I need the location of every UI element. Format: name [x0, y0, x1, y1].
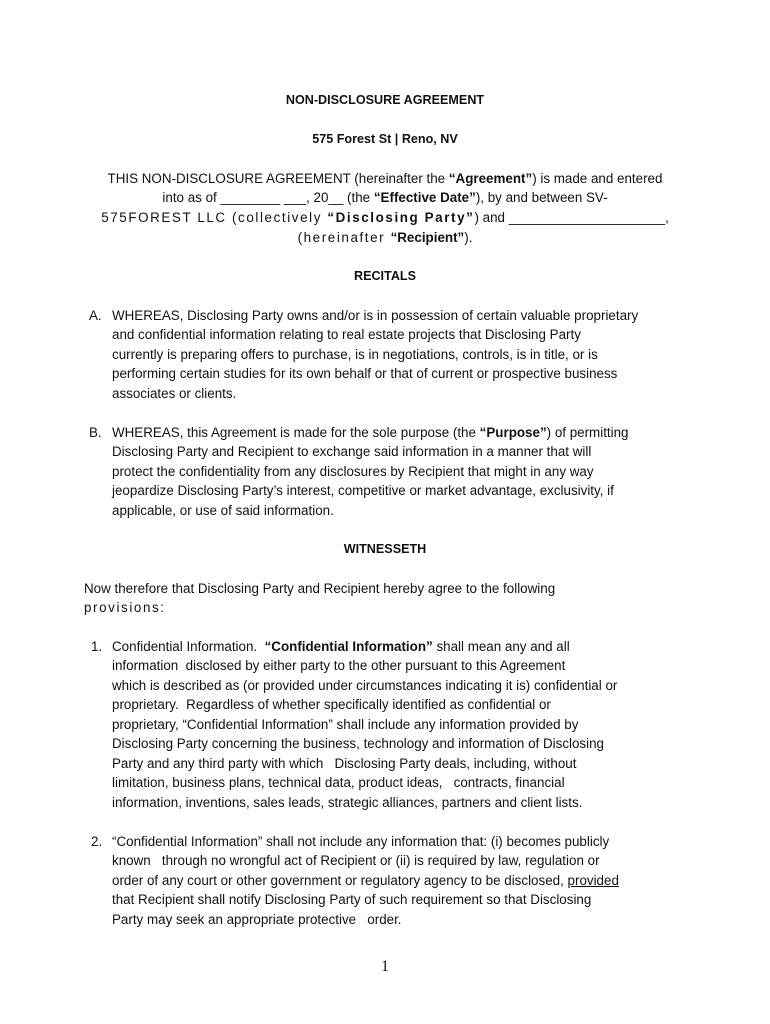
item-2-line: order of any court or other government or regulatory agency to be disclosed, provided [112, 873, 619, 888]
now-therefore-line-1: Now therefore that Disclosing Party and Recipient hereby agree to the following [84, 581, 556, 596]
recital-b-line: protect the confidentiality from any disclosures by Recipient that might in any way [112, 464, 594, 479]
document-title: NON-DISCLOSURE AGREEMENT [285, 93, 485, 107]
item-1-line: Party and any third party with which Disclosing Party deals, including, without [112, 756, 577, 771]
intro-line-2: into as of ________ ___, 20__ (the “Effective Date”), by and between SV- [162, 190, 608, 205]
recital-a-marker: A. [89, 308, 102, 323]
property-address: 575 Forest St | Reno, NV [312, 132, 458, 146]
recital-b-line: jeopardize Disclosing Party’s interest, competitive or market advantage, exclusivity, if [112, 483, 614, 498]
recital-b-line: applicable, or use of said information. [112, 503, 334, 518]
page-number: 1 [381, 958, 389, 975]
recital-b-line: Disclosing Party and Recipient to exchange said information in a manner that will [112, 444, 592, 459]
purpose-term: “Purpose” [479, 425, 547, 440]
recital-a-line: performing certain studies for its own behalf or that of current or prospective business [112, 366, 618, 381]
item-1-line: which is described as (or provided under circumstances indicating it is) confidential or [112, 678, 618, 693]
recital-a-line: currently is preparing offers to purchase, is in negotiations, controls, is in title, or is [112, 347, 598, 362]
confidential-information-term: “Confidential Information” [264, 639, 433, 654]
recipient-term: “Recipient” [390, 230, 465, 245]
intro-line-3: 575FOREST LLC (collectively “Disclosing Party”) and _____________________, [101, 210, 669, 225]
recital-a-line: and confidential information relating to real estate projects that Disclosing Party [112, 327, 581, 342]
item-1-line: information, inventions, sales leads, strategic alliances, partners and client lists. [112, 795, 583, 810]
recital-b-line: WHEREAS, this Agreement is made for the sole purpose (the “Purpose”) of permitting [112, 425, 629, 440]
witnesseth-heading: WITNESSETH [343, 542, 427, 556]
disclosing-party-term: “Disclosing Party” [327, 210, 475, 225]
item-2-line: “Confidential Information” shall not include any information that: (i) becomes publicly [112, 834, 610, 849]
item-2-line: Party may seek an appropriate protective order. [112, 912, 402, 927]
provided-term: provided [567, 873, 619, 888]
item-2-marker: 2. [91, 834, 103, 849]
effective-date-term: “Effective Date” [373, 190, 476, 205]
recital-b-marker: B. [89, 425, 102, 440]
item-2-line: that Recipient shall notify Disclosing Party of such requirement so that Disclosing [112, 892, 592, 907]
item-1-line: information disclosed by either party to the other pursuant to this Agreement [112, 658, 566, 673]
item-1-line: limitation, business plans, technical data, product ideas, contracts, financial [112, 775, 565, 790]
agreement-term: “Agreement” [448, 171, 533, 186]
recital-a-line: WHEREAS, Disclosing Party owns and/or is in possession of certain valuable proprietary [112, 308, 639, 323]
recital-a-line: associates or clients. [112, 386, 237, 401]
item-2-line: known through no wrongful act of Recipient or (ii) is required by law, regulation or [112, 853, 600, 868]
item-1-line: Confidential Information. “Confidential Information” shall mean any and all [112, 639, 570, 654]
intro-line-4: (hereinafter “Recipient”). [297, 230, 473, 245]
item-1-line: proprietary. Regardless of whether specifically identified as confidential or [112, 697, 551, 712]
item-1-line: Disclosing Party concerning the business, technology and information of Disclosing [112, 736, 604, 751]
item-1-line: proprietary, “Confidential Information” shall include any information provided by [112, 717, 579, 732]
now-therefore-line-2: provisions: [84, 600, 166, 615]
item-1-marker: 1. [91, 639, 103, 654]
intro-line-1: THIS NON-DISCLOSURE AGREEMENT (hereinafter the “Agreement”) is made and entered [107, 171, 663, 186]
recitals-heading: RECITALS [353, 269, 417, 283]
